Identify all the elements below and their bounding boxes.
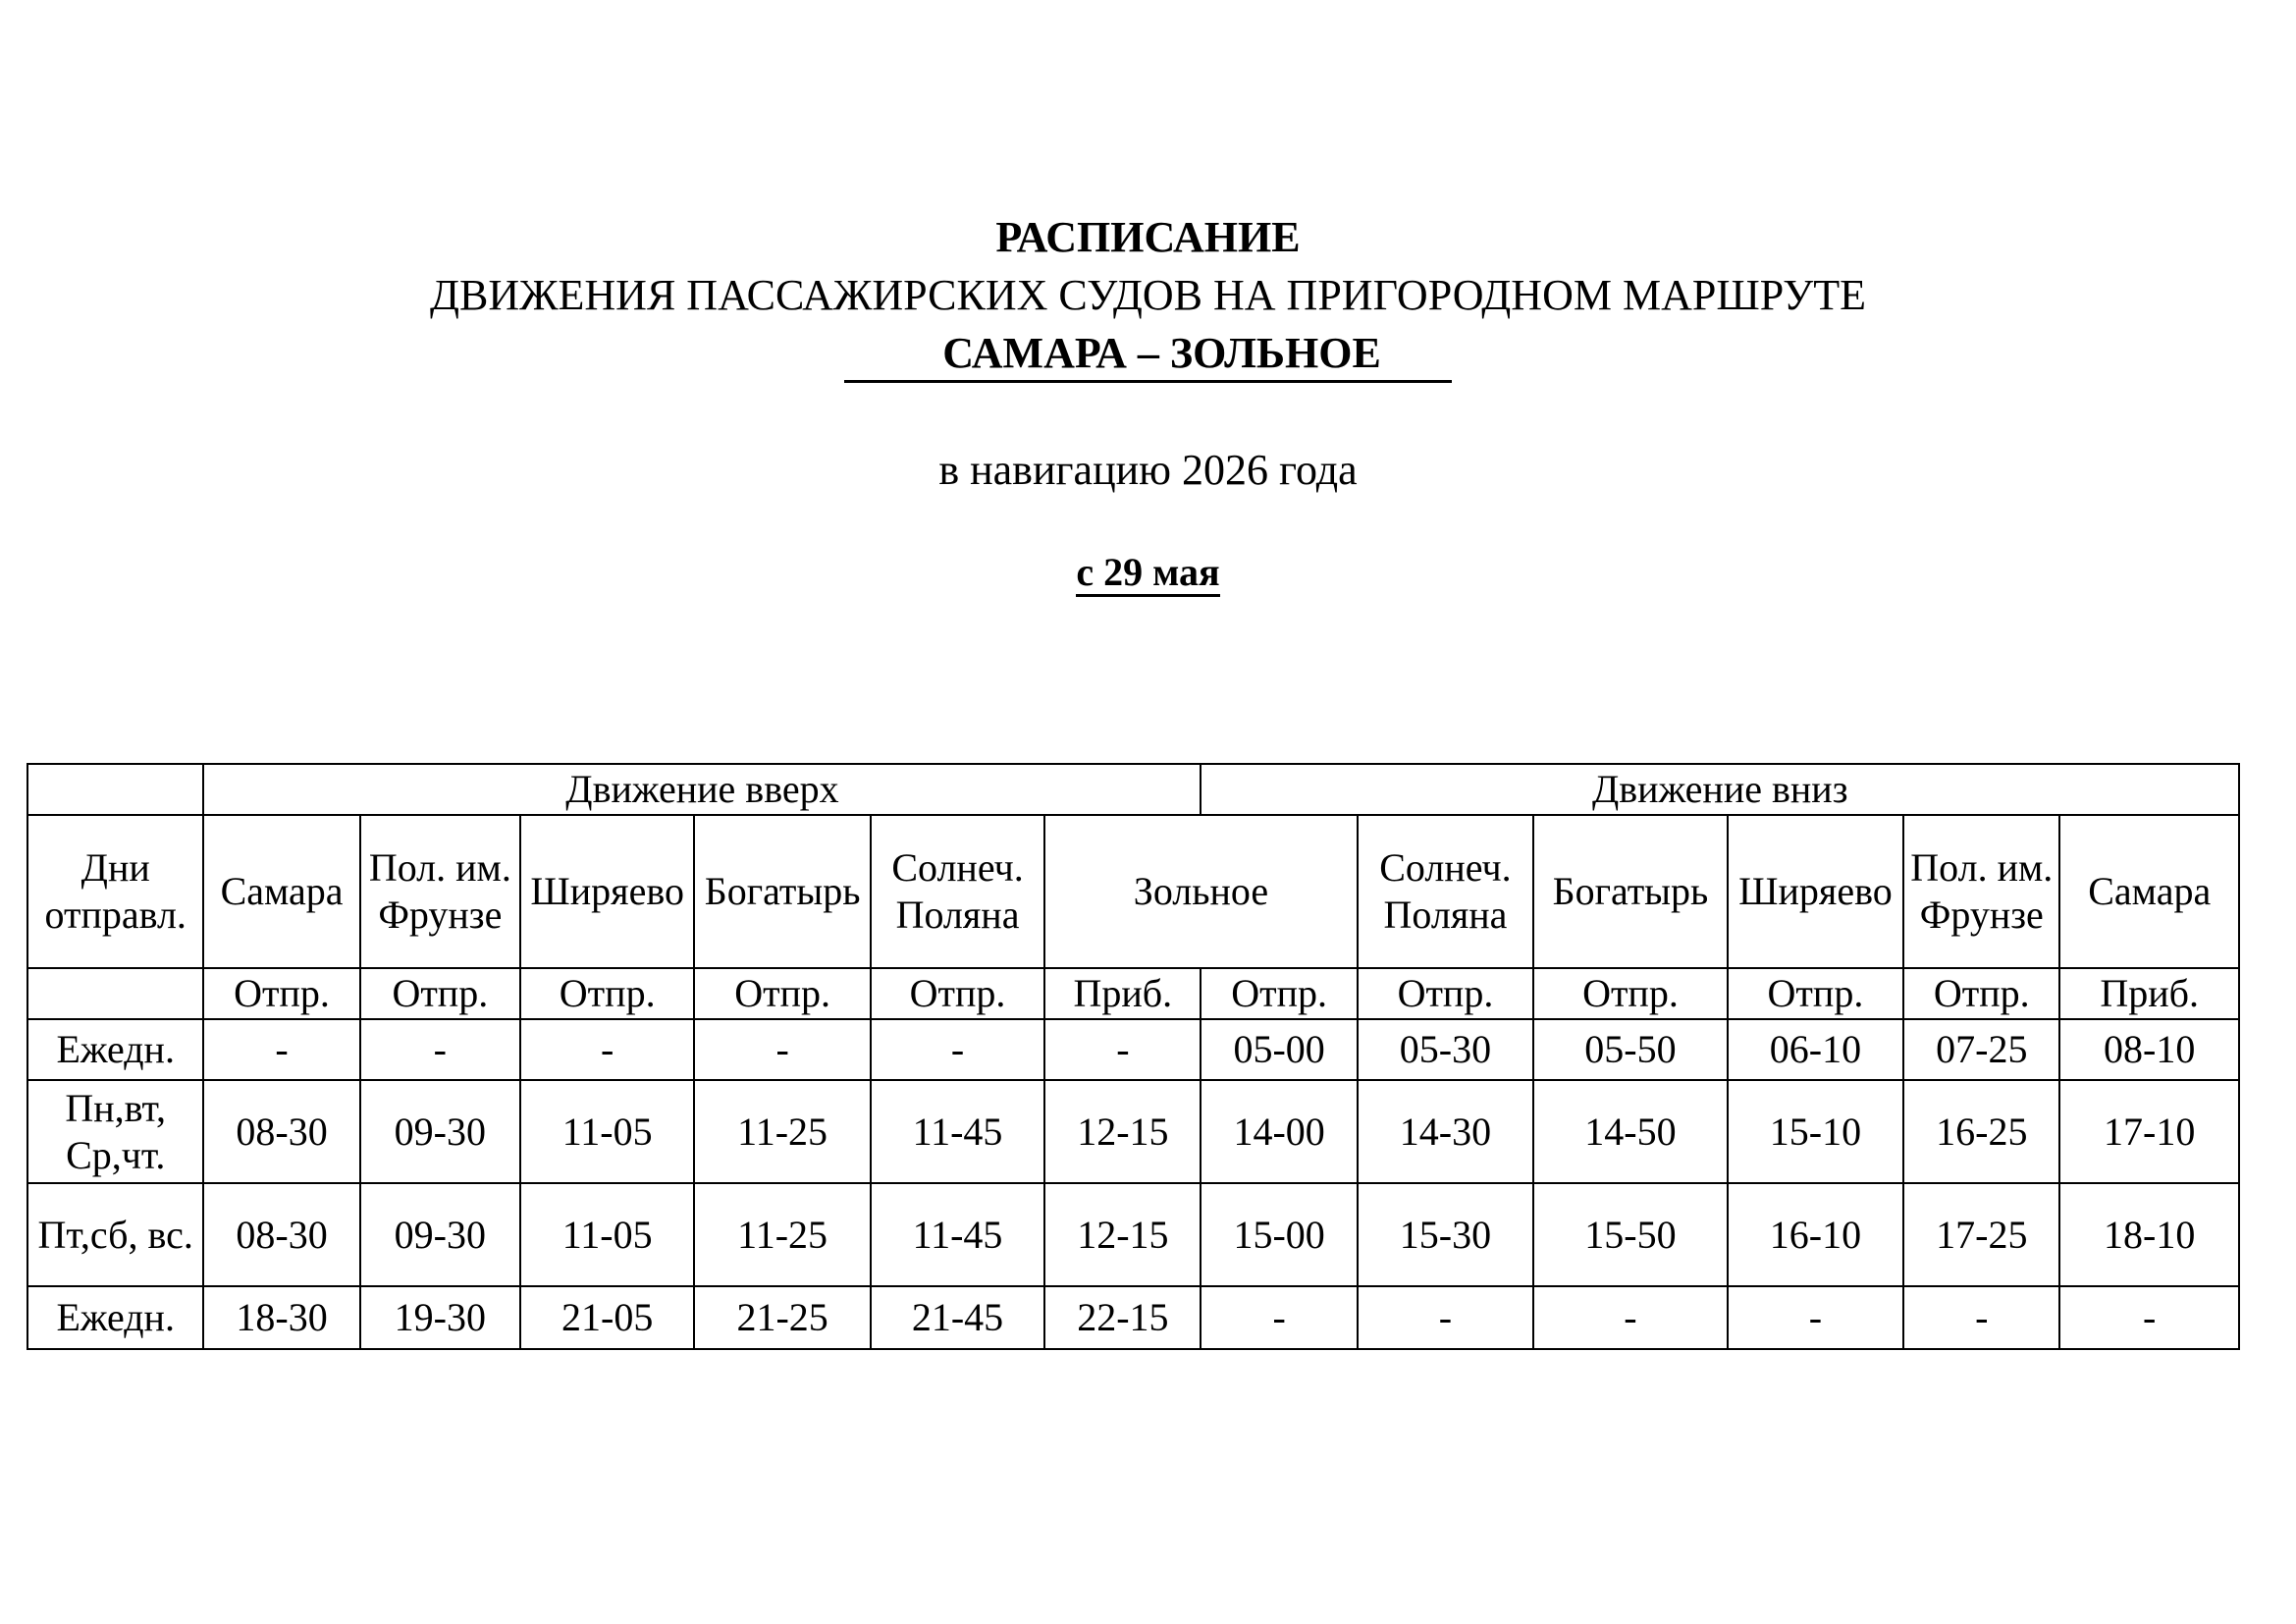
time-cell: 22-15 — [1044, 1286, 1201, 1349]
stations-header-row — [27, 815, 2239, 968]
kind-cell: Отпр. — [1358, 968, 1533, 1019]
time-cell: - — [694, 1019, 870, 1080]
time-cell: - — [360, 1019, 520, 1080]
station-shiryaevo-down: Ширяево — [1728, 815, 1903, 968]
time-cell: 19-30 — [360, 1286, 520, 1349]
time-cell: 09-30 — [360, 1183, 520, 1286]
time-cell: 08-10 — [2059, 1019, 2239, 1080]
time-cell: 06-10 — [1728, 1019, 1903, 1080]
time-cell: 21-25 — [694, 1286, 870, 1349]
route-name — [0, 327, 2296, 383]
time-cell: 18-10 — [2059, 1183, 2239, 1286]
effective-date-text: с 29 мая — [1076, 550, 1219, 597]
time-cell: - — [1358, 1286, 1533, 1349]
time-cell: - — [871, 1019, 1044, 1080]
time-cell: 14-00 — [1201, 1080, 1357, 1183]
time-cell: 12-15 — [1044, 1183, 1201, 1286]
time-cell: 11-45 — [871, 1080, 1044, 1183]
time-cell: 17-10 — [2059, 1080, 2239, 1183]
kind-cell: Отпр. — [203, 968, 359, 1019]
time-cell: 11-25 — [694, 1183, 870, 1286]
time-cell: - — [1533, 1286, 1728, 1349]
time-cell: 09-30 — [360, 1080, 520, 1183]
station-shiryaevo: Ширяево — [520, 815, 694, 968]
time-cell: - — [1201, 1286, 1357, 1349]
days-cell: Пн,вт, Ср,чт. — [27, 1080, 203, 1183]
station-frunze: Пол. им. Фрунзе — [360, 815, 520, 968]
schedule-title: РАСПИСАНИЕ — [995, 213, 1301, 261]
time-cell: 14-50 — [1533, 1080, 1728, 1183]
days-header: Дни отправл. — [27, 815, 203, 968]
station-bogatyr-down: Богатырь — [1533, 815, 1728, 968]
navigation-season: в навигацию 2026 года — [938, 446, 1358, 494]
time-cell: 16-10 — [1728, 1183, 1903, 1286]
time-cell: - — [520, 1019, 694, 1080]
station-samara-down: Самара — [2059, 815, 2239, 968]
time-cell: 05-30 — [1358, 1019, 1533, 1080]
route-name-text: САМАРА – ЗОЛЬНОЕ — [844, 329, 1452, 383]
time-cell: 15-00 — [1201, 1183, 1357, 1286]
table-row — [27, 1080, 2239, 1183]
time-cell: 15-30 — [1358, 1183, 1533, 1286]
time-cell: 11-25 — [694, 1080, 870, 1183]
time-cell: 11-05 — [520, 1183, 694, 1286]
time-cell: 15-10 — [1728, 1080, 1903, 1183]
table-row — [27, 1286, 2239, 1349]
table-row — [27, 1183, 2239, 1286]
kind-cell: Приб. — [2059, 968, 2239, 1019]
time-cell: 11-45 — [871, 1183, 1044, 1286]
time-cell: 17-25 — [1903, 1183, 2059, 1286]
direction-header-row — [27, 764, 2239, 815]
time-cell: 11-05 — [520, 1080, 694, 1183]
time-cell: 21-05 — [520, 1286, 694, 1349]
station-polyana: Солнеч. Поляна — [871, 815, 1044, 968]
time-cell: - — [1044, 1019, 1201, 1080]
kind-cell: Отпр. — [1728, 968, 1903, 1019]
kind-cell: Отпр. — [520, 968, 694, 1019]
time-cell: 08-30 — [203, 1183, 359, 1286]
time-cell: 12-15 — [1044, 1080, 1201, 1183]
kind-cell: Отпр. — [1201, 968, 1357, 1019]
days-cell: Пт,сб, вс. — [27, 1183, 203, 1286]
time-cell: 07-25 — [1903, 1019, 2059, 1080]
kind-cell: Приб. — [1044, 968, 1201, 1019]
schedule-subtitle: ДВИЖЕНИЯ ПАССАЖИРСКИХ СУДОВ НА ПРИГОРОДНОМ МАРШРУТЕ — [429, 271, 1867, 319]
time-cell: 05-50 — [1533, 1019, 1728, 1080]
kind-cell: Отпр. — [694, 968, 870, 1019]
days-cell: Ежедн. — [27, 1019, 203, 1080]
kind-cell: Отпр. — [1533, 968, 1728, 1019]
time-cell: 16-25 — [1903, 1080, 2059, 1183]
station-frunze-down: Пол. им. Фрунзе — [1903, 815, 2059, 968]
time-cell: - — [1728, 1286, 1903, 1349]
time-cell: 08-30 — [203, 1080, 359, 1183]
station-polyana-down: Солнеч. Поляна — [1358, 815, 1533, 968]
time-cell: 21-45 — [871, 1286, 1044, 1349]
effective-date — [0, 548, 2296, 597]
direction-up-header: Движение вверх — [203, 764, 1201, 815]
direction-down-header: Движение вниз — [1201, 764, 2239, 815]
station-samara: Самара — [203, 815, 359, 968]
schedule-table — [27, 763, 2240, 1350]
kind-cell: Отпр. — [871, 968, 1044, 1019]
station-zolnoe: Зольное — [1044, 815, 1358, 968]
kind-cell: Отпр. — [360, 968, 520, 1019]
kind-header-row — [27, 968, 2239, 1019]
kind-cell: Отпр. — [1903, 968, 2059, 1019]
kind-empty-cell — [27, 968, 203, 1019]
table-row — [27, 1019, 2239, 1080]
time-cell: - — [2059, 1286, 2239, 1349]
days-cell: Ежедн. — [27, 1286, 203, 1349]
time-cell: - — [203, 1019, 359, 1080]
time-cell: 14-30 — [1358, 1080, 1533, 1183]
time-cell: 18-30 — [203, 1286, 359, 1349]
station-bogatyr: Богатырь — [694, 815, 870, 968]
time-cell: 05-00 — [1201, 1019, 1357, 1080]
time-cell: 15-50 — [1533, 1183, 1728, 1286]
empty-corner-cell — [27, 764, 203, 815]
time-cell: - — [1903, 1286, 2059, 1349]
